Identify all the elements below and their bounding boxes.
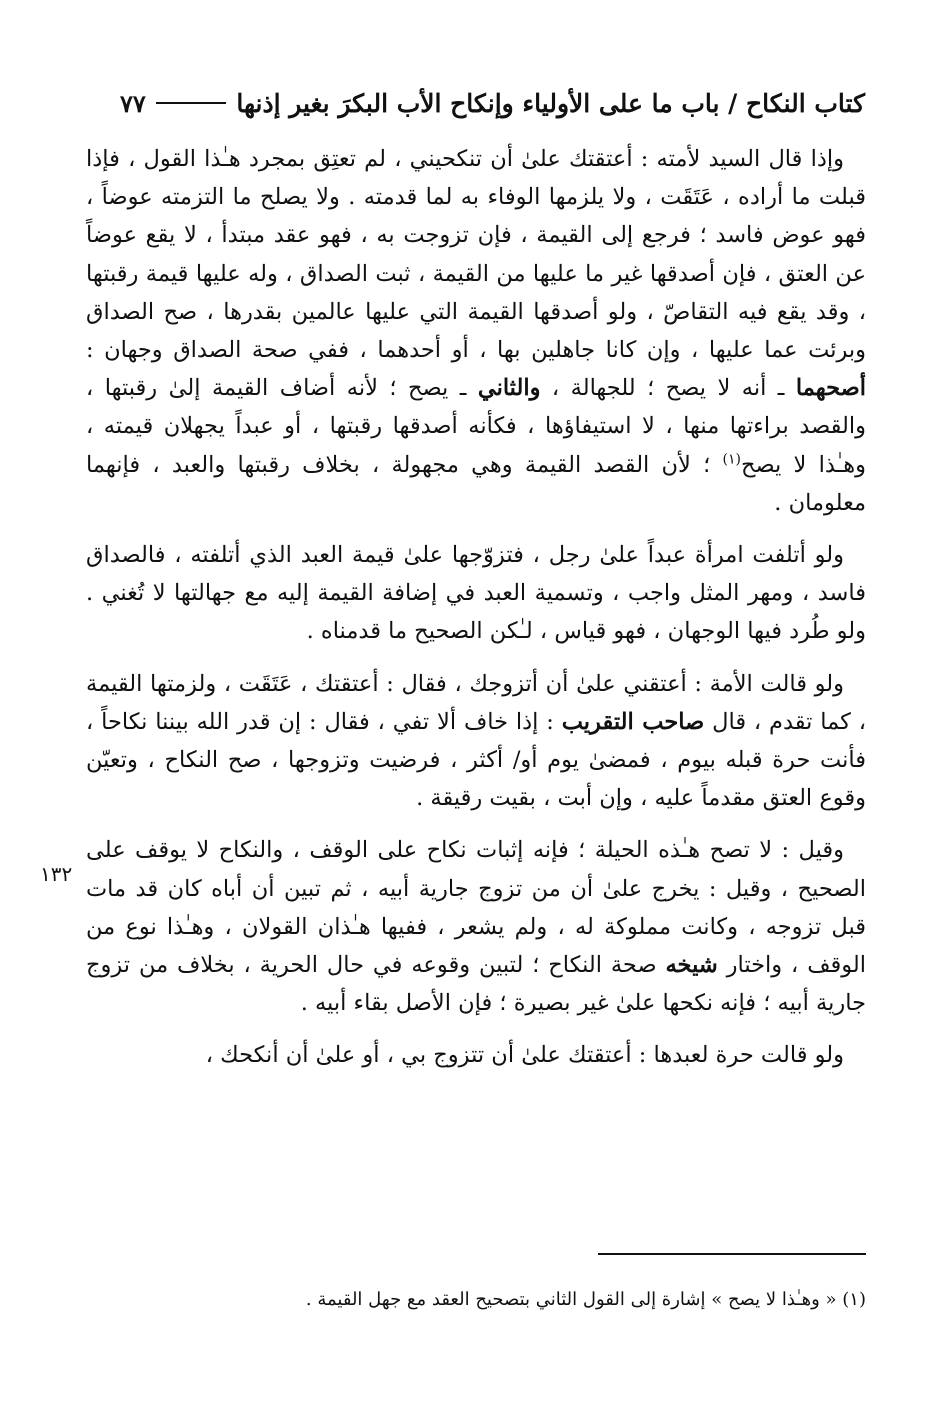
paragraph-1-text-2: ـ أنه لا يصح ؛ للجهالة ،: [551, 375, 785, 402]
paragraph-4: [86, 831, 866, 1022]
term-althani: والثاني: [477, 375, 541, 402]
page-number: ٧٧: [120, 88, 146, 118]
margin-page-reference: ١٣٢: [40, 862, 73, 886]
paragraph-4-text-2: صحة النكاح ؛ لتبين وقوعه في حال الحرية ، بخلاف من تزوج جارية أبيه ؛ فإنه نكحها علىٰ غير بصيرة ؛ فإن الأصل بقاء أبيه .: [86, 952, 866, 1017]
paragraph-1-text-1: وإذا قال السيد لأمته : أعتقتك علىٰ أن تنكحيني ، لم تعتِق بمجرد هـٰذا القول ، فإذا قبلت ما أراده ، عَتَقَت ، ولا يلزمها الوفاء به لما قدمته . ولا يصلح ما التزمته عوضاً ، فهو عوض فاسد ؛ فرجع إلى القيمة ، فإن تزوجت به ، فهو عقد مبتدأ ، لا يقع عوضاً عن العتق ، فإن أصدقها غير ما عليها من القيمة ، ثبت الصداق ، وله عليها قيمة رقبتها ، وقد يقع فيه التقاصّ ، ولو أصدقها القيمة التي عليها عالمين بقدرها ، صح الصداق وبرئت عما عليها ، وإن كانا جاهلين بها ، أو أحدهما ، ففي صحة الصداق وجهان :: [86, 146, 866, 364]
term-shaykhuh: شيخه: [665, 952, 718, 979]
paragraph-2-text: ولو أتلفت امرأة عبداً علىٰ رجل ، فتزوّجها علىٰ قيمة العبد الذي أتلفته ، فالصداق فاسد ، ومهر المثل واجب ، وتسمية العبد في إضافة القيمة إليه مع جهالتها لا تُغني . ولو طُرد فيها الوجهان ، فهو قياس ، لـٰكن الصحيح ما قدمناه .: [86, 542, 866, 645]
paragraph-2: [86, 536, 866, 651]
main-text: [86, 140, 866, 1075]
paragraph-1-text-4: ؛ لأن القصد القيمة وهي مجهولة ، بخلاف رقبتها والعبد ، فإنهما معلومان .: [86, 451, 866, 516]
paragraph-4-text-1: وقيل : لا تصح هـٰذه الحيلة ؛ فإنه إثبات نكاح على الوقف ، والنكاح لا يوقف على الصحيح ، وقيل : يخرج علىٰ أن من تزوج جارية أبيه ، ثم تبين أن أباه كان قد مات قبل تزوجه ، وكانت مملوكة له ، ولم يشعر ، ففيها هـٰذان القولان ، وهـٰذا نوع من الوقف ، واختار: [86, 837, 866, 979]
paragraph-5: [86, 1036, 866, 1074]
term-ashahhuma: أصحهما: [795, 375, 866, 402]
paragraph-3: [86, 665, 866, 818]
header-title: كتاب النكاح / باب ما على الأولياء وإنكاح الأب البكرَ بغير إذنها: [236, 88, 865, 118]
term-sahib-altaqrib: صاحب التقريب: [561, 708, 705, 735]
paragraph-1-text-3: ـ يصح ؛ لأنه أضاف القيمة إلىٰ رقبتها ، والقصد براءتها منها ، لا استيفاؤها ، فكأنه أصدقها رقبتها ، أو عبداً يجهلان قيمته ، وهـٰذا لا يصح: [86, 375, 866, 478]
footnote: [240, 1286, 866, 1314]
footnote-separator: [598, 1253, 866, 1255]
paragraph-5-text: ولو قالت حرة لعبدها : أعتقتك علىٰ أن تتزوج بي ، أو علىٰ أن أنكحك ،: [205, 1042, 844, 1069]
footnote-number: (١): [842, 1289, 866, 1310]
running-header: [120, 80, 865, 126]
footnote-reference: (١): [722, 451, 741, 468]
paragraph-3-text-1: ولو قالت الأمة : أعتقني علىٰ أن أتزوجك ، فقال : أعتقتك ، عَتَقَت ، ولزمتها القيمة ، كما تقدم ، قال: [86, 670, 866, 735]
paragraph-3-text-2: : إذا خاف ألا تفي ، فقال : إن قدر الله بيننا نكاحاً ، فأنت حرة قبله بيوم ، فمضىٰ يوم أو/ أكثر ، فرضيت وتزوجها ، صح النكاح ، وتعيّن وقوع العتق مقدماً عليه ، وإن أبت ، بقيت رقيقة .: [86, 708, 866, 812]
footnote-text: « وهـٰذا لا يصح » إشارة إلى القول الثاني بتصحيح العقد مع جهل القيمة .: [305, 1289, 837, 1310]
header-rule: [156, 102, 227, 104]
paragraph-1: [86, 140, 866, 522]
